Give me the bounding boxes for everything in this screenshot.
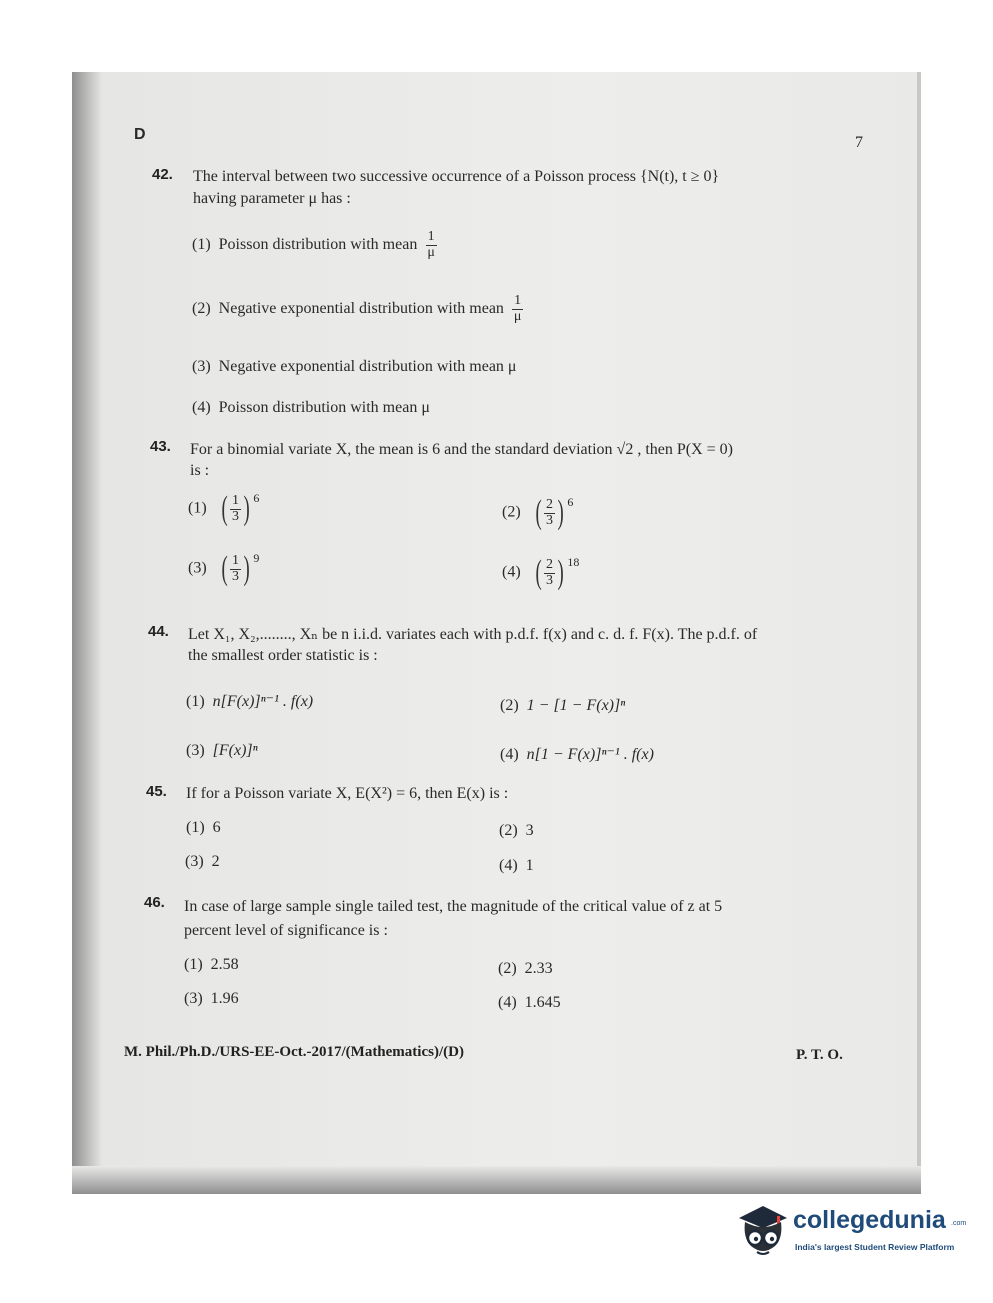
fraction: [425, 230, 437, 260]
fraction-denominator: 3: [545, 512, 553, 528]
exponent: 6: [567, 495, 574, 510]
exponent: 9: [253, 551, 260, 566]
question-43-text: For a binomial variate X, the mean is 6 and the standard deviation √2 , then P(X = 0): [190, 441, 734, 458]
page-number: 7: [855, 134, 863, 151]
power-expression: ( $\frac{1}{3}$ ) 9: [221, 550, 260, 587]
q42-option-2: [192, 294, 523, 324]
option-label: (4): [498, 994, 517, 1011]
option-label: (4): [502, 563, 521, 581]
question-number-45: 45.: [146, 783, 167, 800]
fraction-denominator: μ: [427, 244, 435, 260]
option-text: Negative exponential distribution with mean μ: [218, 358, 517, 375]
option-text: 1 − [1 − F(x)]ⁿ: [526, 697, 626, 714]
q45-option-2: [499, 822, 534, 840]
option-label: (4): [499, 857, 518, 874]
question-number-42: 42.: [152, 166, 173, 183]
question-number-43: 43.: [150, 438, 171, 455]
q44-option-3: [186, 742, 258, 760]
q44-option-1: [186, 693, 313, 711]
q43-option-1: [188, 492, 259, 526]
option-label: (2): [498, 960, 517, 977]
question-43-text-cont: is :: [190, 462, 210, 479]
question-number-46: 46.: [144, 894, 165, 911]
option-label: (1): [184, 956, 203, 973]
logo-wordmark: collegedunia: [793, 1206, 946, 1234]
power-expression: ( $\frac{2}{3}$ ) 6: [535, 494, 574, 531]
set-label: D: [134, 126, 146, 143]
logo-tagline: India's largest Student Review Platform: [795, 1242, 955, 1252]
option-text: 3: [525, 822, 534, 839]
question-number-44: 44.: [148, 623, 169, 640]
question-45-text: If for a Poisson variate X, E(X²) = 6, then E(x) is :: [186, 785, 509, 802]
fraction-numerator: 2: [545, 496, 553, 512]
option-text: 6: [212, 819, 221, 836]
fraction-denominator: μ: [513, 308, 522, 324]
footer-pto: P. T. O.: [796, 1047, 843, 1063]
option-label: (2): [500, 697, 519, 714]
option-text: [F(x)]ⁿ: [212, 742, 258, 759]
mascot-icon: [735, 1198, 791, 1260]
option-text: 2.58: [210, 956, 239, 973]
option-text: Negative exponential distribution with mean: [218, 299, 504, 317]
option-text: Poisson distribution with mean μ: [218, 399, 430, 416]
question-42-text-cont: having parameter μ has :: [193, 190, 351, 207]
q43-option-3: [188, 552, 259, 586]
option-label: (1): [186, 693, 205, 710]
scanned-page: [72, 72, 921, 1194]
fraction-numerator: 2: [545, 556, 553, 572]
option-label: (3): [184, 990, 203, 1007]
fraction-numerator: 1: [514, 293, 522, 308]
fraction-denominator: 3: [231, 508, 239, 524]
option-text: n[1 − F(x)]ⁿ⁻¹ . f(x): [526, 746, 654, 763]
q45-option-1: [186, 819, 221, 837]
question-44-text: Let X₁, X₂,........, Xₙ be n i.i.d. variates each with p.d.f. f(x) and c. d. f. F(x). The p.d.f. of: [188, 626, 758, 643]
q42-option-1: [192, 230, 437, 260]
fraction-numerator: 1: [427, 229, 435, 244]
option-label: (2): [502, 503, 521, 521]
option-label: (2): [192, 299, 211, 317]
option-text: n[F(x)]ⁿ⁻¹ . f(x): [212, 693, 314, 710]
option-label: (4): [192, 399, 211, 416]
q42-option-4: [192, 399, 430, 417]
q45-option-3: [185, 853, 220, 871]
option-label: (1): [186, 819, 205, 836]
question-42-text: The interval between two successive occurrence of a Poisson process {N(t), t ≥ 0}: [193, 168, 720, 185]
option-label: (3): [192, 358, 211, 375]
footer-exam-code: M. Phil./Ph.D./URS-EE-Oct.-2017/(Mathematics)/(D): [124, 1044, 464, 1060]
option-text: Poisson distribution with mean: [218, 235, 418, 253]
power-expression: ( $\frac{2}{3}$ ) 18: [535, 554, 580, 591]
option-label: (3): [185, 853, 204, 870]
option-text: 2: [211, 853, 220, 870]
collegedunia-logo[interactable]: [735, 1196, 965, 1266]
q43-option-2: [502, 496, 573, 530]
question-46-text-cont: percent level of significance is :: [184, 922, 388, 939]
q44-option-2: [500, 697, 625, 715]
q45-option-4: [499, 857, 534, 875]
exponent: 18: [567, 555, 580, 570]
logo-suffix: .com: [951, 1220, 967, 1227]
option-text: 1: [525, 857, 534, 874]
option-label: (3): [188, 559, 207, 577]
option-text: 1.645: [524, 994, 561, 1011]
q43-option-4: [502, 556, 579, 590]
q46-option-1: [184, 956, 239, 974]
scan-edge: [917, 72, 921, 1166]
option-label: (2): [499, 822, 518, 839]
option-label: (1): [188, 499, 207, 517]
exponent: 6: [253, 491, 260, 506]
q46-option-3: [184, 990, 239, 1008]
option-label: (1): [192, 235, 211, 253]
option-label: (4): [500, 746, 519, 763]
question-44-text-cont: the smallest order statistic is :: [188, 647, 378, 664]
option-label: (3): [186, 742, 205, 759]
question-46-text: In case of large sample single tailed test, the magnitude of the critical value of z at 5: [184, 898, 723, 915]
power-expression: ( $\frac{1}{3}$ ) 6: [221, 490, 260, 527]
option-text: 1.96: [210, 990, 239, 1007]
fraction-denominator: 3: [545, 572, 553, 588]
q46-option-2: [498, 960, 553, 978]
fraction-denominator: 3: [231, 568, 239, 584]
option-text: 2.33: [524, 960, 553, 977]
q46-option-4: [498, 994, 561, 1012]
scan-shadow: [72, 1166, 921, 1194]
q42-option-3: [192, 358, 517, 376]
fraction-numerator: 1: [231, 552, 239, 568]
q44-option-4: [500, 746, 654, 764]
fraction: [512, 294, 524, 324]
fraction-numerator: 1: [231, 492, 239, 508]
